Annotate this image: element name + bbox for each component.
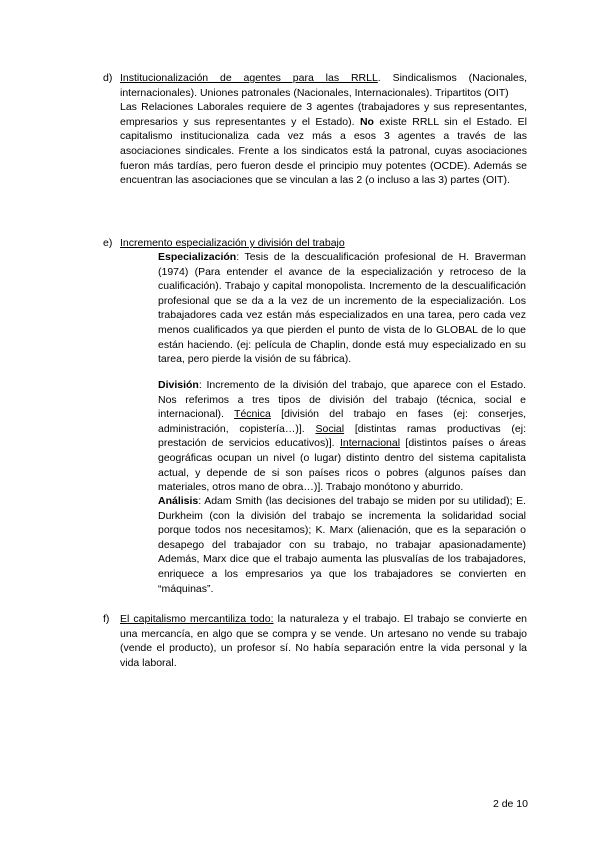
especializacion-label: Especialización: [158, 251, 237, 263]
page-number: 2 de 10: [492, 798, 528, 810]
section-e-marker: e): [103, 237, 113, 249]
section-d-paragraph: [120, 100, 527, 188]
especializacion-paragraph: [158, 250, 526, 367]
division-social: Social: [315, 422, 345, 435]
division-label: División: [158, 379, 199, 391]
section-d-text-1: Las Relaciones Laborales requiere de 3 agentes (trabajadores y sus representantes, empresarios y sus representantes y el Estado).: [120, 101, 527, 128]
section-d-text-2: existe RRLL sin el Estado. El capitalismo institucionaliza cada vez más a esos 3 agentes a través de las asociaciones sindicales. Frente a los sindicatos está la patronal, cuyas asociaciones fueron más tardías, pero fueron desde el principio muy potentes (OCDE). Además se encuentran las asociaciones que se vinculan a las 2 (o incluso a las 3) partes (OIT).: [120, 115, 527, 187]
division-text-3: [distintas ramas productivas (ej: prestación de servicios educativos)].: [158, 422, 526, 450]
analisis-label: Análisis: [158, 495, 199, 507]
analisis-paragraph: [158, 494, 526, 596]
division-paragraph: [158, 378, 526, 495]
division-text-1: : Incremento de la división del trabajo, que aparece con el Estado. Nos referimos a tres tipos de división del trabajo (técnica, social e internacional).: [158, 379, 526, 421]
section-d-marker: d): [103, 72, 113, 84]
section-f-title: El capitalismo mercantiliza todo:: [120, 613, 274, 625]
division-internacional: Internacional: [339, 437, 401, 450]
section-d-bold-no: No: [359, 115, 374, 128]
section-d-intro-rest: . Sindicalismos (Nacionales, internacionales). Uniones patronales (Nacionales, Internacionales). Tripartitos (OIT): [120, 72, 527, 99]
section-f-marker: f): [103, 613, 110, 625]
division-text-4: [distintos países o áreas geográficas ocupan un nivel (o lugar) distinto dentro del sistema capitalista actual, y depende de si son países ricos o pobres (algunos países dan materiales, otros mano de obra…)]. Trabajo monótono y aburrido.: [158, 437, 526, 494]
section-d-intro: [120, 71, 527, 100]
analisis-text: : Adam Smith (las decisiones del trabajo se miden por su utilidad); E. Durkheim (con la división del trabajo se incrementa la solidaridad social porque todos nos necesitamos); K. Marx (alienación, que es la separación o desapego del trabajador con su trabajo, no trabajar apasionadamente) Además, Marx dice que el trabajo aumenta las plusvalías de los trabajadores, enriquece a los empresarios ya que los trabajadores se convierten en “máquinas”.: [158, 495, 526, 595]
division-text-2: [división del trabajo en fases (ej: conserjes, administración, copistería…)].: [158, 408, 526, 435]
section-d: [103, 71, 527, 188]
section-e-heading: [103, 236, 527, 251]
section-e-title: Incremento especialización y división del trabajo: [120, 237, 345, 249]
section-d-title: Institucionalización de agentes para las RRLL: [120, 72, 378, 84]
section-f: [103, 612, 527, 670]
section-f-text: la naturaleza y el trabajo. El trabajo se convierte en una mercancía, en algo que se compra y se vende. Un artesano no vende su trabajo (vende el producto), un profesor sí. No había separación entre la vida personal y la vida laboral.: [120, 613, 527, 669]
especializacion-text: : Tesis de la descualificación profesional de H. Braverman (1974) (Para entender el avance de la especialización y retroceso de la cualificación). Trabajo y capital monopolista. Incremento de la descualificación profesional que se da a la vez de un incremento de la especialización. Los trabajadores cada vez están más especializados en una tarea, pero cada vez menos cualificados ya que pierden el punto de vista de lo GLOBAL de lo que están haciendo. (ej: película de Chaplin, donde está muy especializado en su tarea, pero pierde la visión de su fábrica).: [158, 251, 526, 366]
division-tecnica: Técnica: [234, 408, 271, 421]
